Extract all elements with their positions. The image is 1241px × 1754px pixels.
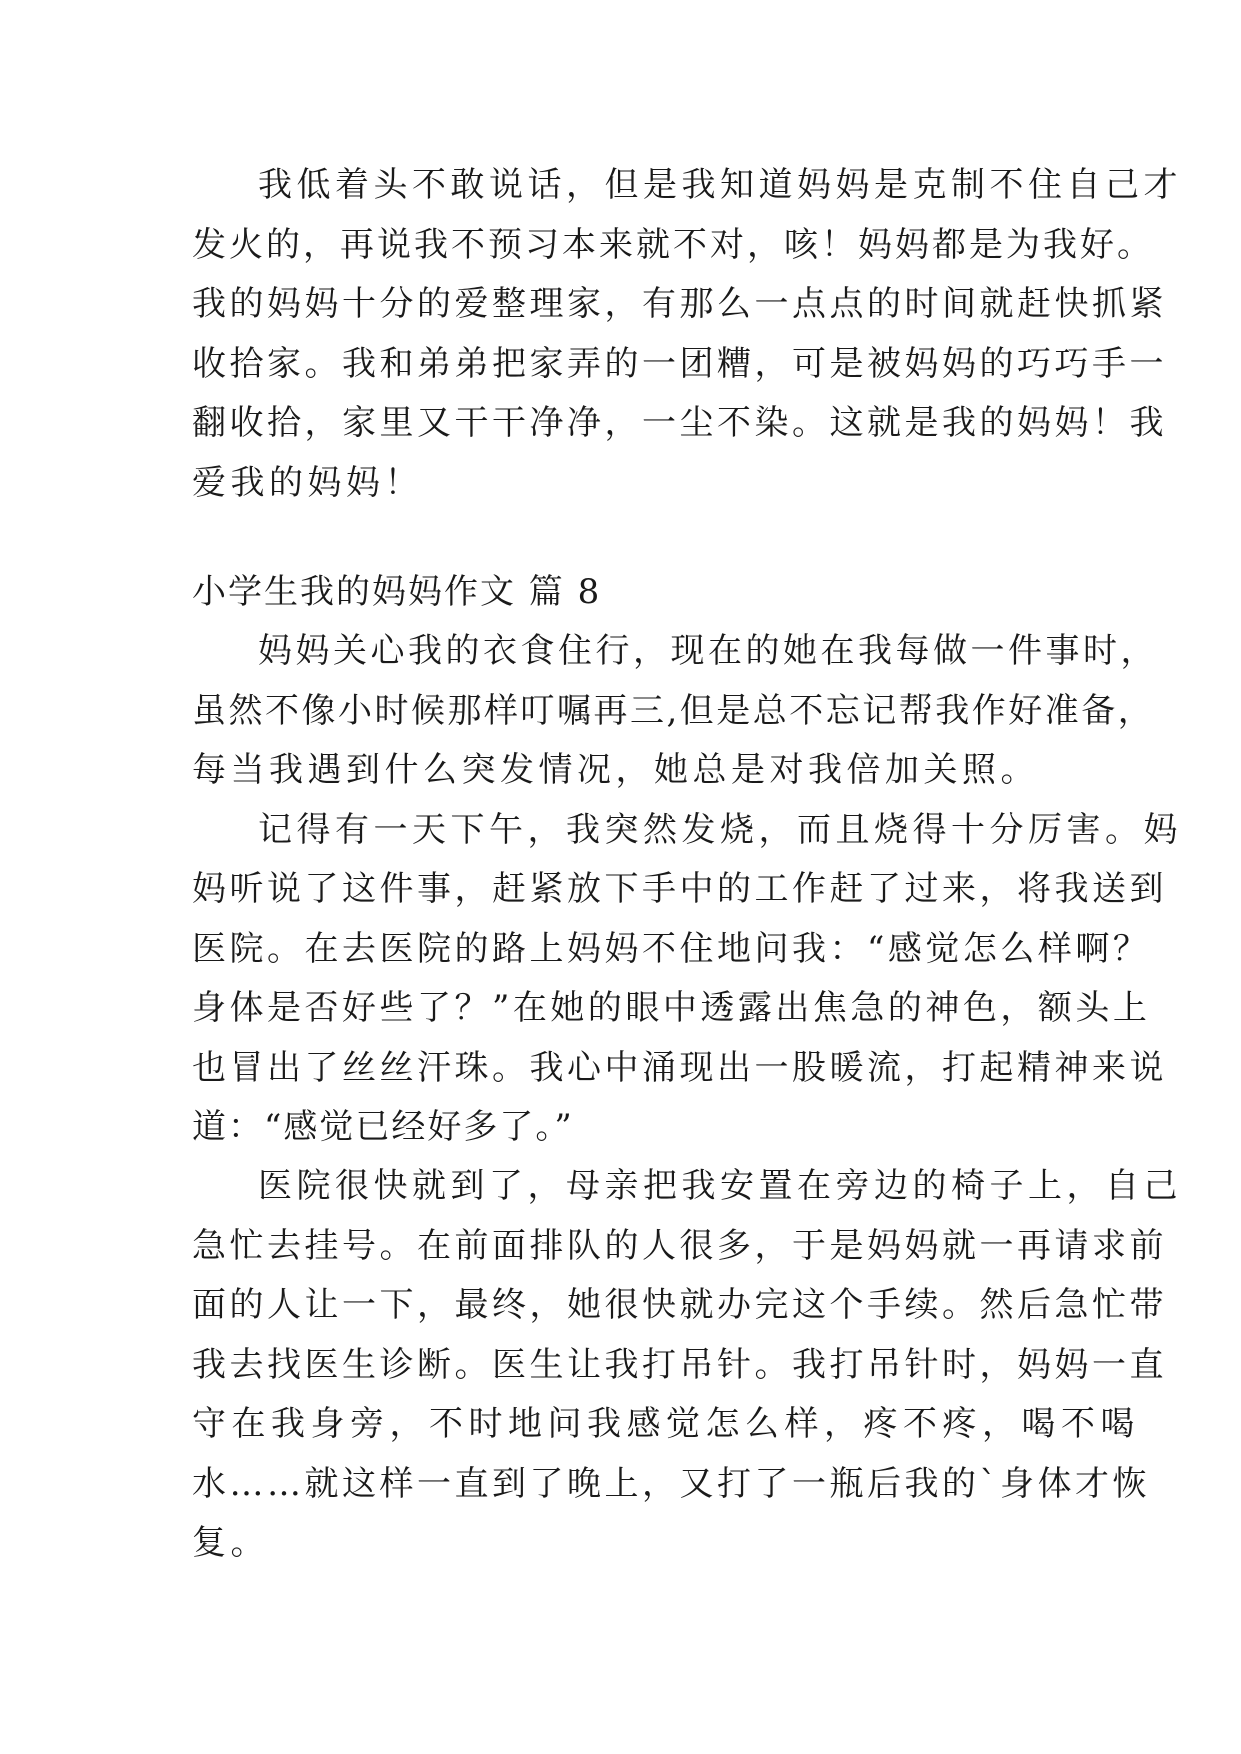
paragraph-line: 我的妈妈十分的爱整理家，有那么一点点的时间就赶快抓紧 bbox=[192, 284, 1167, 324]
paragraph-line: 急忙去挂号。在前面排队的人很多，于是妈妈就一再请求前 bbox=[192, 1226, 1167, 1266]
paragraph-line: 发火的，再说我不预习本来就不对，咳！妈妈都是为我好。 bbox=[192, 225, 1154, 265]
paragraph-line: 我去找医生诊断。医生让我打吊针。我打吊针时，妈妈一直 bbox=[192, 1345, 1167, 1385]
paragraph-line: 医院。在去医院的路上妈妈不住地问我：“感觉怎么样啊？ bbox=[192, 929, 1151, 969]
paragraph-line: 守在我身旁，不时地问我感觉怎么样，疼不疼，喝不喝 bbox=[192, 1404, 1140, 1444]
paragraph-line: 我低着头不敢说话，但是我知道妈妈是克制不住自己才 bbox=[258, 165, 1182, 205]
paragraph-line: 妈听说了这件事，赶紧放下手中的工作赶了过来，将我送到 bbox=[192, 869, 1167, 909]
paragraph-line: 每当我遇到什么突发情况，她总是对我倍加关照。 bbox=[192, 750, 1039, 790]
paragraph-line: 妈妈关心我的衣食住行，现在的她在我每做一件事时， bbox=[258, 631, 1158, 671]
paragraph-line: 也冒出了丝丝汗珠。我心中涌现出一股暖流，打起精神来说 bbox=[192, 1048, 1167, 1088]
paragraph-line: 面的人让一下，最终，她很快就办完这个手续。然后急忙带 bbox=[192, 1285, 1167, 1325]
paragraph-line: 复。 bbox=[192, 1523, 269, 1563]
paragraph-line: 医院很快就到了，母亲把我安置在旁边的椅子上，自己 bbox=[258, 1166, 1182, 1206]
paragraph-line: 爱我的妈妈！ bbox=[192, 463, 423, 503]
paragraph-line: 翻收拾，家里又干干净净，一尘不染。这就是我的妈妈！我 bbox=[192, 403, 1167, 443]
paragraph-line: 记得有一天下午，我突然发烧，而且烧得十分厉害。妈 bbox=[258, 810, 1182, 850]
section-heading: 小学生我的妈妈作文 篇 8 bbox=[192, 572, 602, 612]
paragraph-line: 水……就这样一直到了晚上，又打了一瓶后我的`身体才恢 bbox=[192, 1464, 1150, 1504]
paragraph-line: 虽然不像小时候那样叮嘱再三,但是总不忘记帮我作好准备， bbox=[192, 691, 1155, 731]
paragraph-line: 道：“感觉已经好多了。” bbox=[192, 1107, 574, 1147]
paragraph-line: 身体是否好些了？”在她的眼中透露出焦急的神色，额头上 bbox=[192, 988, 1151, 1028]
paragraph-line: 收拾家。我和弟弟把家弄的一团糟，可是被妈妈的巧巧手一 bbox=[192, 344, 1167, 384]
